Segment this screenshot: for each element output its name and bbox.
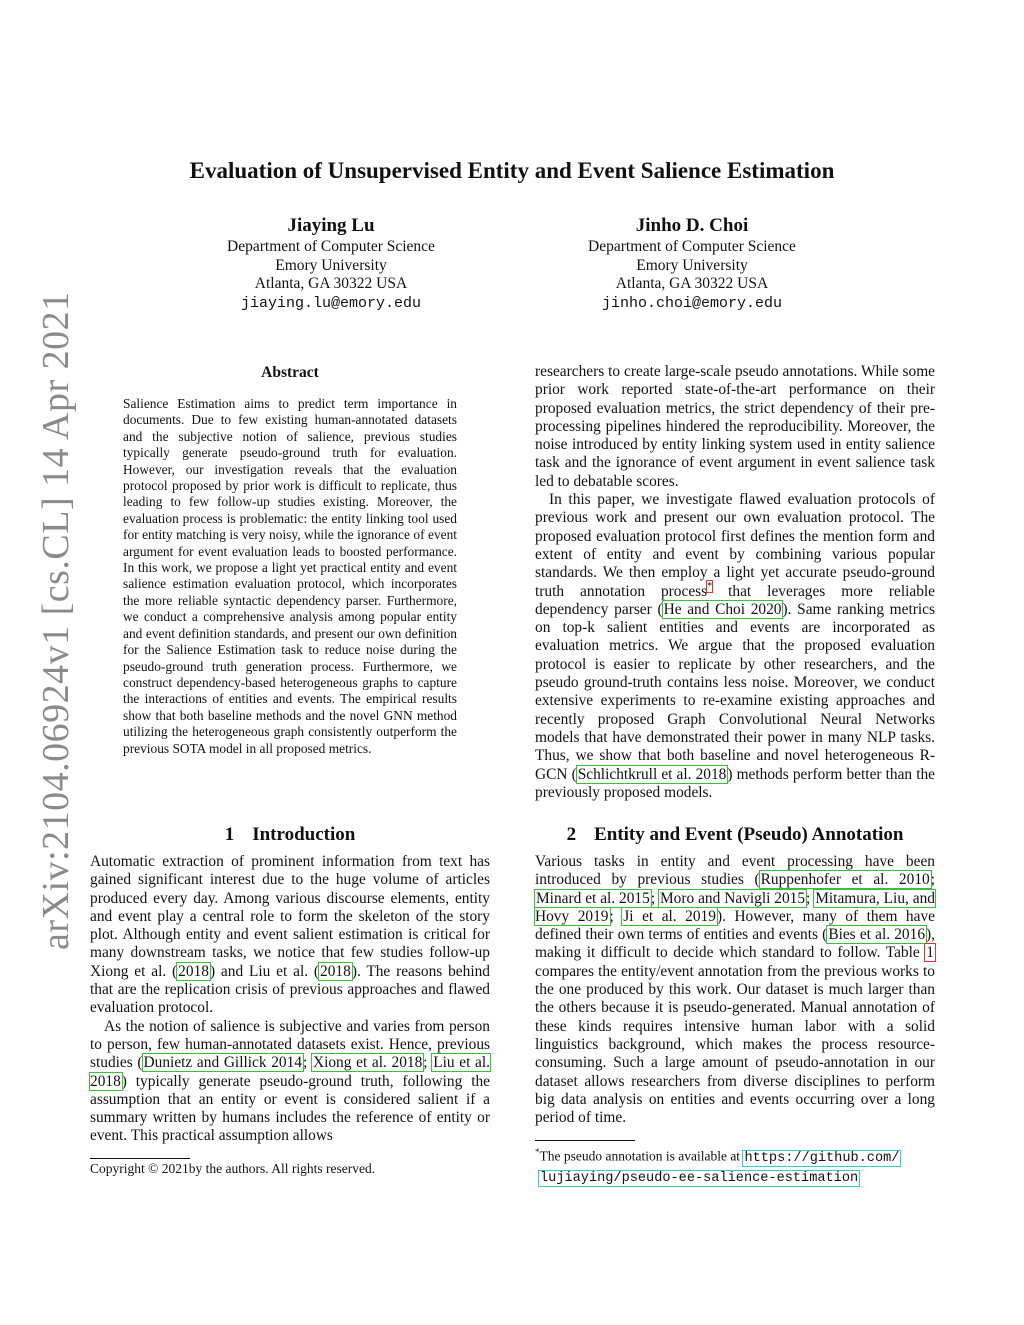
author-address: Atlanta, GA 30322 USA (615, 275, 769, 292)
citation-link[interactable]: Minard et al. 2015 (536, 889, 650, 907)
citation-link[interactable]: 2018 (320, 962, 351, 980)
table-reference-link[interactable]: 1 (926, 944, 934, 962)
citation-link[interactable]: Ji et al. 2019 (623, 907, 716, 925)
section2-body (535, 853, 935, 1127)
arxiv-id-stamp: arXiv:2104.06924v1 [cs.CL] 14 Apr 2021 (35, 291, 77, 950)
citation-link[interactable]: Xiong et al. 2018 (312, 1054, 423, 1072)
citation-link[interactable]: 2018 (178, 962, 209, 980)
author-email[interactable]: jiaying.lu@emory.edu (240, 294, 422, 312)
footnote-text: The pseudo annotation is available at (539, 1148, 744, 1164)
paragraph: As the notion of salience is subjective and varies from person to person, few human-annotated datasets exist. Hence, previous studies (Dunietz and Gillick 2014; Xiong et al. 2018; Liu et al. 2018) typically generate pseudo-ground truth, following the assumption that an entity or event is considered salient if a summary written by humans includes the reference of entity or event. This practical assumption allows (90, 1017, 491, 1145)
author-block-1 (181, 214, 481, 313)
footnote-rule (535, 1140, 635, 1141)
abstract-text: Salience Estimation aims to predict term importance in documents. Due to few existing human-annotated datasets and the subjective notion of salience, previous studies typically generate pseudo-ground truth for evaluation. However, our investigation reveals that the evaluation protocol proposed by prior work is difficult to replicate, thus leading to few follow-up studies existing. Moreover, the evaluation process is problematic: the entity linking tool used for entity matching is very noisy, while the ignorance of event argument for event evaluation leads to boosted performance. In this work, we propose a light yet practical entity and event salience estimation evaluation protocol, which incorporates the more reliable syntactic dependency parser. Furthermore, we conduct a comprehensive analysis among popular entity and event definition standards, and present our own definition for the Salience Estimation task to reduce noise during the pseudo-ground truth generation process. Furthermore, we construct dependency-based heterogeneous graphs to capture the interactions of entities and events. The empirical results show that both baseline methods and the novel GNN method utilizing the heterogeneous graph consistently outperform the previous SOTA model in all proposed metrics. (123, 396, 457, 756)
author-name: Jinho D. Choi (635, 215, 749, 236)
introduction-body (90, 853, 490, 1146)
citation-link[interactable]: He and Choi 2020 (663, 600, 782, 618)
author-email[interactable]: jinho.choi@emory.edu (601, 294, 783, 312)
citation-link[interactable]: Mitamura, Liu, and Hovy 2019 (535, 889, 935, 925)
citation-link[interactable]: Liu et al. 2018 (90, 1054, 491, 1090)
right-column-body (535, 363, 935, 802)
footnote-mark: * (535, 1147, 540, 1157)
citation-link[interactable]: Ruppenhofer et al. 2010 (760, 871, 930, 889)
author-name: Jiaying Lu (287, 215, 375, 236)
author-address: Atlanta, GA 30322 USA (254, 275, 408, 292)
section-number: 1 (224, 824, 235, 845)
paragraph: researchers to create large-scale pseudo annotations. While some prior work reported state-of-the-art performance on their proposed evaluation metrics, the strict dependency of their pre-processing pipelines hindered the reproducibility. Moreover, the noise introduced by entity linking system used in entity salience task and the ignorance of event argument in event salience task led to debatable scores. (535, 363, 935, 490)
author-department: Department of Computer Science (588, 238, 796, 255)
paragraph: In this paper, we investigate flawed evaluation protocols of previous work and present our own evaluation protocol. The proposed evaluation protocol first defines the mention form and extent of entity and event by combining various popular standards. We then employ a light yet accurate pseudo-ground truth annotation process* that leverages more reliable dependency parser (He and Choi 2020). Same ranking metrics on top-k salient entities and events are incorporated as evaluation metrics. We argue that the proposed evaluation protocol is easier to replicate by other researchers, and the pseudo ground-truth contains less noise. Moreover, we conduct extensive experiments to re-examine existing approaches and recently proposed Graph Convolutional Neural Networks models that have demonstrated their power in many NLP tasks. Thus, we show that both baseline and novel heterogeneous R-GCN (Schlichtkrull et al. 2018) methods perform better than the previously proposed models. (535, 491, 936, 801)
author-department: Department of Computer Science (227, 238, 435, 255)
section-heading-annotation (535, 824, 935, 846)
citation-link[interactable]: Bies et al. 2016 (828, 926, 926, 944)
author-block-2 (542, 214, 842, 313)
footnote-url-link[interactable]: https://github.com/ (744, 1150, 900, 1166)
footnote-marker[interactable]: * (707, 581, 713, 593)
paragraph: Various tasks in entity and event processing have been introduced by previous studies (Ruppenhofer et al. 2010; Minard et al. 2015; Moro and Navigli 2015; Mitamura, Liu, and Hovy 2019; Ji et al. 2019). However, many of them have defined their own terms of entities and events (Bies et al. 2016), making it difficult to decide which standard to follow. Table 1 compares the entity/event annotation from the previous works to the one produced by this work. Our dataset is much larger than the others because it is pseudo-generated. Manual annotation of these kinds requires intensive human labor with a solid linguistics background, which makes the process resource-consuming. Such a large amount of pseudo-annotation in our dataset allows researchers from diverse disciplines to perform big data analysis on entities and events occurring over a long period of time. (535, 853, 935, 1127)
section-heading-introduction (90, 824, 490, 846)
author-university: Emory University (636, 256, 748, 274)
footnote (535, 1143, 940, 1188)
citation-link[interactable]: Dunietz and Gillick 2014 (143, 1054, 303, 1072)
citation-link[interactable]: Moro and Navigli 2015 (660, 889, 806, 907)
section-title: Entity and Event (Pseudo) Annotation (594, 824, 904, 845)
citation-link[interactable]: Schlichtkrull et al. 2018 (577, 765, 727, 783)
paper-title: Evaluation of Unsupervised Entity and Event Salience Estimation (189, 158, 835, 183)
paragraph: Automatic extraction of prominent information from text has gained significant interest due to the huge volume of articles produced every day. Among various discourse elements, entity and event play a central role to form the skeleton of the story plot. Although entity and event salient estimation is critical for many downstream tasks, we notice that few studies follow-up Xiong et al. (2018) and Liu et al. (2018). The reasons behind that are the replication crisis of previous approaches and flawed evaluation protocol. (90, 853, 490, 1017)
section-number: 2 (566, 824, 577, 845)
section-title: Introduction (252, 824, 356, 845)
author-university: Emory University (275, 256, 387, 274)
copyright-note: Copyright © 2021by the authors. All rights reserved. (90, 1161, 376, 1176)
footnote-url-link[interactable]: lujiaying/pseudo-ee-salience-estimation (540, 1170, 859, 1186)
abstract-heading: Abstract (261, 364, 319, 381)
footnote-rule (90, 1158, 190, 1159)
